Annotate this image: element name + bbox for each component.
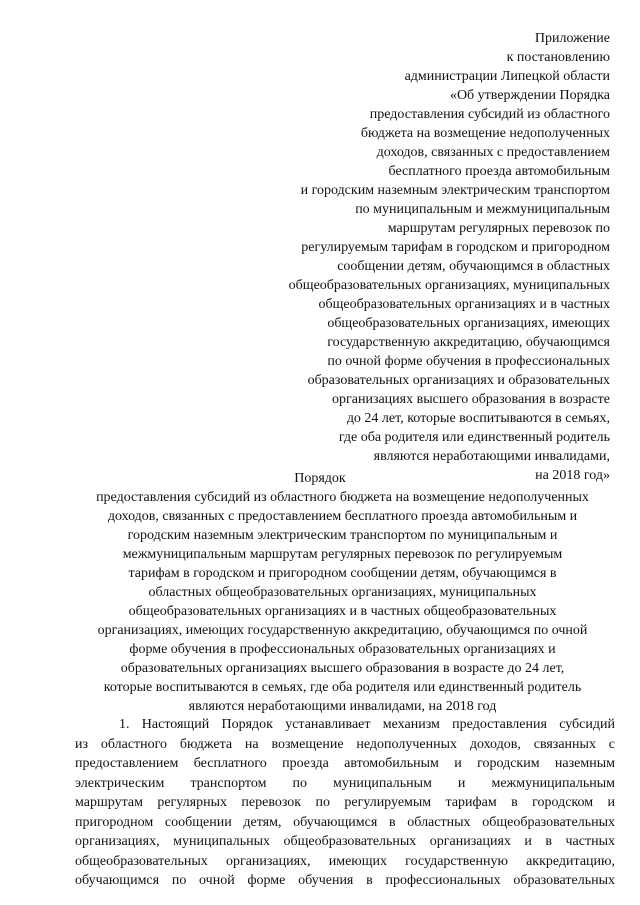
appendix-line: к постановлению <box>506 50 610 65</box>
appendix-line: до 24 лет, которые воспитываются в семьях, <box>346 411 610 426</box>
appendix-line: организациях высшего образования в возрасте <box>332 392 610 407</box>
appendix-line: Приложение <box>534 31 610 46</box>
appendix-line: государственную аккредитацию, обучающимся <box>327 335 610 350</box>
appendix-line: регулируемым тарифам в городском и пригородном <box>301 240 610 255</box>
subtitle-line: которые воспитываются в семьях, где оба родителя или единственный родитель <box>103 680 582 695</box>
appendix-header <box>190 29 610 485</box>
appendix-line: образовательных организациях и образовательных <box>307 373 610 388</box>
subtitle-line: предоставления субсидий из областного бюджета на возмещение недополученных <box>96 490 589 505</box>
subtitle-line: образовательных организациях высшего образования в возрасте до 24 лет, <box>120 661 565 676</box>
subtitle-line: межмуниципальным маршрутам регулярных перевозок по регулируемым <box>122 547 563 562</box>
appendix-line: администрации Липецкой области <box>404 69 610 84</box>
appendix-line: доходов, связанных с предоставлением <box>376 145 610 160</box>
document-subtitle <box>70 488 615 716</box>
paragraph-line: организациях, муниципальных общеобразовательных организациях и в частных <box>75 834 615 849</box>
appendix-line: общеобразовательных организациях и в частных <box>318 297 610 312</box>
paragraph-line: пригородном сообщении детям, обучающимся в областных общеобразовательных <box>75 814 615 830</box>
subtitle-line: тарифам в городском и пригородном сообщении детям, обучающимся в <box>128 566 557 581</box>
appendix-line: являются неработающими инвалидами, <box>373 449 610 464</box>
paragraph-1 <box>75 715 615 891</box>
subtitle-line: городским наземным электрическим транспортом по муниципальным и <box>127 528 558 543</box>
appendix-line: сообщении детям, обучающимся в областных <box>337 259 610 274</box>
paragraph-line: электрическим транспортом по муниципальным и межмуниципальным <box>75 775 615 791</box>
subtitle-line: доходов, связанных с предоставлением бесплатного проезда автомобильным и <box>107 509 578 524</box>
appendix-line: где оба родителя или единственный родитель <box>338 430 610 445</box>
appendix-line: по муниципальным и межмуниципальным <box>355 202 610 217</box>
paragraph-line: из областного бюджета на возмещение недополученных доходов, связанных с <box>75 736 615 752</box>
appendix-line: бесплатного проезда автомобильным <box>388 164 610 179</box>
appendix-line: на 2018 год» <box>535 468 610 483</box>
paragraph-line: предоставлением бесплатного проезда автомобильным и городским наземным <box>75 756 615 771</box>
paragraph-line: обучающимся по очной форме обучения в профессиональных образовательных <box>75 873 615 888</box>
appendix-line: по очной форме обучения в профессиональных <box>327 354 610 369</box>
subtitle-line: общеобразовательных организациях и в частных общеобразовательных <box>128 604 557 619</box>
document-title: Порядок <box>294 471 346 486</box>
appendix-line: маршрутам регулярных перевозок по <box>387 221 610 236</box>
appendix-line: «Об утверждении Порядка <box>449 88 610 103</box>
subtitle-line: организациях, имеющих государственную аккредитацию, обучающимся по очной <box>97 623 588 638</box>
appendix-line: общеобразовательных организациях, муниципальных <box>288 278 610 293</box>
appendix-line: бюджета на возмещение недополученных <box>360 126 610 141</box>
subtitle-line: форме обучения в профессиональных образовательных организациях и <box>129 642 556 657</box>
subtitle-line: областных общеобразовательных организациях, муниципальных <box>148 585 537 600</box>
paragraph-line: маршрутам регулярных перевозок по регулируемым тарифам в городском и <box>75 795 615 810</box>
subtitle-line: являются неработающими инвалидами, на 2018 год <box>188 699 497 714</box>
paragraph-line: общеобразовательных организациях, имеющих государственную аккредитацию, <box>75 853 615 869</box>
appendix-line: и городским наземным электрическим транспортом <box>300 183 610 198</box>
appendix-line: предоставления субсидий из областного <box>369 107 610 122</box>
paragraph-line: 1. Настоящий Порядок устанавливает механизм предоставления субсидий <box>119 717 615 732</box>
appendix-line: общеобразовательных организациях, имеющих <box>327 316 610 331</box>
